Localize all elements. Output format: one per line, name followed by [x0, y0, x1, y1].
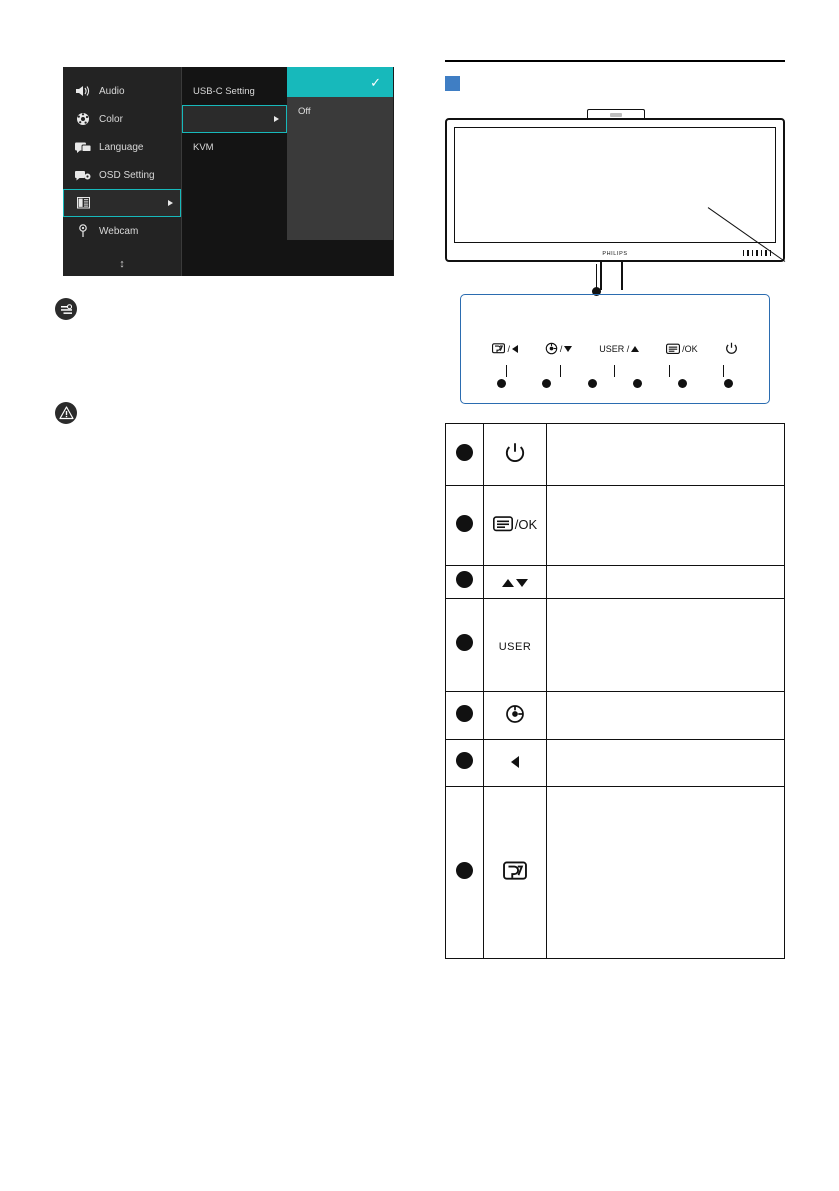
label-text: /OK — [682, 343, 698, 354]
power-icon — [725, 342, 738, 355]
up-down-arrows-icon — [502, 579, 528, 587]
smartimage-icon — [492, 342, 505, 355]
options-footer — [287, 240, 393, 276]
scroll-indicator[interactable]: ↕ — [119, 258, 125, 270]
button-label-menu-ok — [666, 343, 698, 355]
row-symbol-cell — [484, 486, 547, 566]
webcam-icon — [73, 223, 93, 239]
sidebar-item-label: Language — [99, 141, 144, 153]
button-description-table — [445, 423, 785, 959]
tick-mark — [669, 365, 670, 377]
tick-mark — [723, 365, 724, 377]
row-marker-cell — [446, 692, 484, 740]
up-arrow-icon — [631, 346, 639, 352]
table-row — [446, 692, 785, 740]
monitor-stand-right — [621, 262, 623, 290]
down-arrow-icon — [564, 346, 572, 352]
monitor-stand-left — [600, 262, 602, 290]
row-description-cell — [547, 486, 785, 566]
chevron-right-icon — [168, 200, 173, 206]
callout-top-stem — [596, 264, 597, 288]
tick-mark — [614, 365, 615, 377]
row-description-cell — [547, 692, 785, 740]
label-text: / — [559, 343, 563, 354]
button-marker-dot — [542, 379, 551, 388]
setup-icon — [74, 195, 94, 211]
marker-dot — [456, 862, 473, 879]
button-label-smartimage — [492, 342, 518, 355]
marker-dot — [456, 571, 473, 588]
section-divider — [445, 60, 785, 62]
row-symbol-cell — [484, 740, 547, 787]
menu-icon — [666, 343, 680, 355]
submenu-item-label: KVM — [193, 141, 214, 153]
button-marker-dot — [678, 379, 687, 388]
row-marker-cell — [446, 424, 484, 486]
input-source-icon — [505, 704, 525, 724]
symbol-text: /OK — [514, 516, 538, 532]
table-row — [446, 740, 785, 787]
left-arrow-icon — [512, 345, 518, 353]
monitor-key-marks — [743, 250, 772, 256]
input-source-icon — [545, 342, 558, 355]
row-symbol-cell — [484, 692, 547, 740]
row-marker-cell — [446, 486, 484, 566]
chevron-right-icon — [274, 116, 279, 122]
button-tick-row — [461, 365, 769, 377]
row-symbol-cell — [484, 599, 547, 692]
sidebar-item-osd-setting[interactable] — [63, 161, 181, 189]
section-marker-icon — [445, 76, 460, 91]
down-arrow-icon — [516, 579, 528, 587]
row-marker-cell — [446, 599, 484, 692]
table-row — [446, 424, 785, 486]
marker-dot — [456, 705, 473, 722]
monitor-body — [445, 118, 785, 262]
submenu-item-usb-c-setting[interactable] — [182, 77, 287, 105]
marker-dot — [456, 515, 473, 532]
submenu-item-label: USB-C Setting — [193, 85, 255, 97]
row-symbol-cell — [484, 566, 547, 599]
table-row — [446, 599, 785, 692]
table-row — [446, 787, 785, 959]
right-column — [445, 60, 785, 959]
monitor-brand-label: PHILIPS — [602, 251, 628, 257]
option-item-off[interactable] — [287, 97, 393, 125]
sidebar-item-label: Color — [99, 113, 123, 125]
osd-submenu-column[interactable] — [181, 67, 287, 276]
note-icon — [55, 298, 77, 320]
button-label-input-source — [545, 342, 573, 355]
tick-mark — [506, 365, 507, 377]
color-wheel-icon — [73, 111, 93, 127]
marker-dot — [456, 444, 473, 461]
sidebar-item-setup[interactable] — [63, 189, 181, 217]
osd-options-column[interactable] — [287, 67, 393, 276]
row-description-cell — [547, 740, 785, 787]
monitor-diagram — [445, 109, 785, 409]
speaker-icon — [73, 83, 93, 99]
button-callout-box — [460, 294, 770, 404]
row-marker-cell — [446, 787, 484, 959]
button-marker-dot — [588, 379, 597, 388]
row-symbol-cell — [484, 787, 547, 959]
osd-setting-icon — [73, 167, 93, 183]
button-marker-dot — [724, 379, 733, 388]
smartimage-icon — [503, 859, 527, 883]
row-description-cell — [547, 424, 785, 486]
button-marker-dot — [497, 379, 506, 388]
note-block-1 — [55, 298, 385, 320]
row-description-cell — [547, 566, 785, 599]
osd-menu[interactable] — [63, 67, 394, 276]
label-text: USER / — [599, 343, 630, 354]
osd-main-menu-column[interactable] — [63, 67, 181, 276]
table-row — [446, 486, 785, 566]
button-dot-row — [461, 379, 769, 388]
language-icon — [73, 139, 93, 155]
up-arrow-icon — [502, 579, 514, 587]
sidebar-item-webcam[interactable] — [63, 217, 181, 245]
left-arrow-icon — [511, 756, 519, 768]
button-label-user — [599, 344, 639, 354]
note-block-2 — [55, 402, 385, 424]
label-text: / — [507, 343, 510, 354]
section-heading — [445, 76, 785, 91]
table-row — [446, 566, 785, 599]
check-icon: ✓ — [370, 74, 381, 90]
power-icon — [504, 442, 526, 464]
marker-dot — [456, 752, 473, 769]
option-item-selected[interactable] — [287, 67, 393, 97]
row-marker-cell — [446, 566, 484, 599]
submenu-item-selected[interactable] — [182, 105, 287, 133]
button-label-row — [461, 342, 769, 355]
button-label-power — [725, 342, 738, 355]
sidebar-item-color[interactable] — [63, 105, 181, 133]
user-key-icon: USER — [498, 640, 532, 653]
sidebar-item-language[interactable] — [63, 133, 181, 161]
sidebar-item-label: Audio — [99, 85, 125, 97]
button-marker-dot — [633, 379, 642, 388]
option-item-label: Off — [298, 105, 311, 117]
row-marker-cell — [446, 740, 484, 787]
warning-icon — [55, 402, 77, 424]
sidebar-item-audio[interactable] — [63, 77, 181, 105]
row-description-cell — [547, 599, 785, 692]
row-symbol-cell — [484, 424, 547, 486]
sidebar-item-label: OSD Setting — [99, 169, 155, 181]
row-description-cell — [547, 787, 785, 959]
sidebar-item-label: Webcam — [99, 225, 139, 237]
submenu-item-kvm[interactable] — [182, 133, 287, 161]
options-spacer — [287, 125, 393, 240]
tick-mark — [560, 365, 561, 377]
monitor-screen — [454, 127, 776, 243]
menu-icon — [493, 516, 513, 532]
marker-dot — [456, 634, 473, 651]
